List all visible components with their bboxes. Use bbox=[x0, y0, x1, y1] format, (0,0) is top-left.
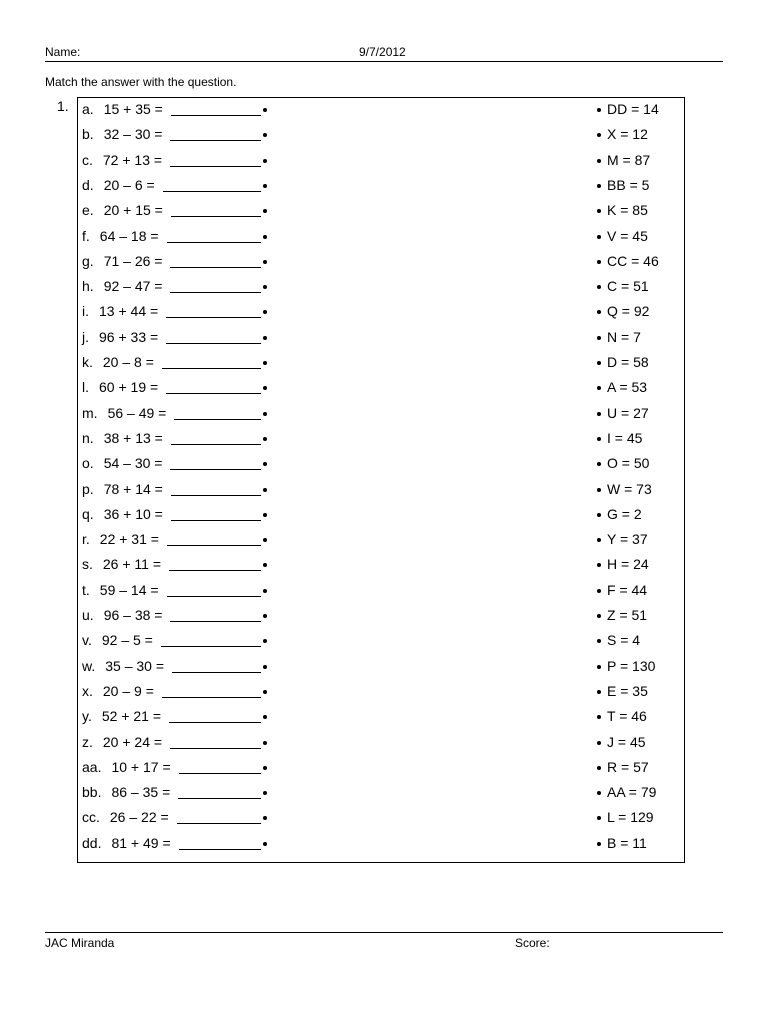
question bbox=[82, 202, 163, 218]
answer-match-dot[interactable] bbox=[597, 159, 601, 163]
answer-blank[interactable] bbox=[171, 216, 261, 217]
question bbox=[82, 784, 170, 800]
answer-match-dot[interactable] bbox=[597, 235, 601, 239]
answer-option: Q = 92 bbox=[607, 303, 650, 320]
match-row bbox=[78, 98, 684, 123]
question bbox=[82, 101, 163, 117]
answer-blank[interactable] bbox=[167, 242, 261, 243]
question-expression: 72 + 13 = bbox=[102, 151, 163, 168]
question-match-dot[interactable] bbox=[263, 184, 267, 188]
answer-blank[interactable] bbox=[167, 596, 261, 597]
answer-option: CC = 46 bbox=[607, 252, 659, 269]
question-expression: 60 + 19 = bbox=[99, 379, 159, 396]
question bbox=[82, 607, 162, 623]
question-match-dot[interactable] bbox=[263, 462, 267, 466]
question-letter: dd. bbox=[82, 834, 102, 851]
question-expression: 52 + 21 = bbox=[101, 708, 162, 725]
question bbox=[82, 708, 161, 724]
question-match-dot[interactable] bbox=[263, 589, 267, 593]
question bbox=[82, 759, 171, 775]
question-expression: 15 + 35 = bbox=[103, 101, 163, 117]
question bbox=[82, 278, 162, 294]
question-match-dot[interactable] bbox=[263, 563, 267, 567]
question bbox=[82, 506, 163, 522]
answer-blank[interactable] bbox=[177, 823, 261, 824]
answer-blank[interactable] bbox=[172, 672, 261, 673]
question-letter: e. bbox=[82, 202, 94, 219]
match-row bbox=[78, 300, 684, 325]
question-expression: 20 + 15 = bbox=[103, 202, 163, 219]
matching-box bbox=[77, 97, 685, 863]
match-row bbox=[78, 376, 684, 401]
question bbox=[82, 632, 153, 648]
answer-option: A = 53 bbox=[607, 379, 648, 396]
question-letter: l. bbox=[82, 379, 89, 396]
question-match-dot[interactable] bbox=[263, 842, 267, 846]
question bbox=[82, 582, 159, 598]
question-letter: n. bbox=[82, 429, 94, 446]
answer-blank[interactable] bbox=[174, 419, 261, 420]
answer-option: F = 44 bbox=[607, 581, 648, 598]
question bbox=[82, 253, 162, 269]
answer-option: X = 12 bbox=[607, 126, 648, 143]
question bbox=[82, 658, 164, 674]
match-row bbox=[78, 604, 684, 629]
answer-option: U = 27 bbox=[607, 404, 649, 421]
answer-match-dot[interactable] bbox=[597, 690, 601, 694]
match-row bbox=[78, 199, 684, 224]
match-row bbox=[78, 351, 684, 376]
question-match-dot[interactable] bbox=[263, 235, 267, 239]
match-row bbox=[78, 123, 684, 148]
answer-blank[interactable] bbox=[171, 520, 261, 521]
answer-option: DD = 14 bbox=[607, 101, 659, 117]
question-expression: 20 – 6 = bbox=[103, 176, 155, 193]
question bbox=[82, 455, 162, 471]
question-match-dot[interactable] bbox=[263, 690, 267, 694]
question-match-dot[interactable] bbox=[263, 488, 267, 492]
question-match-dot[interactable] bbox=[263, 386, 267, 390]
answer-match-dot[interactable] bbox=[597, 285, 601, 289]
footer-row bbox=[45, 932, 723, 950]
question-match-dot[interactable] bbox=[263, 133, 267, 137]
question bbox=[82, 228, 159, 244]
answer-match-dot[interactable] bbox=[597, 184, 601, 188]
answer-blank[interactable] bbox=[170, 469, 261, 470]
match-row bbox=[78, 832, 684, 857]
match-row bbox=[78, 655, 684, 680]
answer-blank[interactable] bbox=[170, 748, 261, 749]
question-match-dot[interactable] bbox=[263, 665, 267, 669]
question-letter: bb. bbox=[82, 784, 102, 801]
question bbox=[82, 809, 169, 825]
match-row bbox=[78, 705, 684, 730]
question-letter: c. bbox=[82, 151, 93, 168]
question-expression: 20 – 9 = bbox=[102, 682, 154, 699]
answer-blank[interactable] bbox=[162, 368, 261, 369]
answer-match-dot[interactable] bbox=[597, 563, 601, 567]
match-row bbox=[78, 275, 684, 300]
answer-option: W = 73 bbox=[607, 480, 652, 497]
question-letter: o. bbox=[82, 455, 94, 472]
question-match-dot[interactable] bbox=[263, 209, 267, 213]
answer-match-dot[interactable] bbox=[597, 437, 601, 441]
question-expression: 96 + 33 = bbox=[99, 328, 159, 345]
answer-option: BB = 5 bbox=[607, 176, 650, 193]
match-row bbox=[78, 731, 684, 756]
question-letter: s. bbox=[82, 556, 93, 573]
answer-option: H = 24 bbox=[607, 556, 649, 573]
question-match-dot[interactable] bbox=[263, 336, 267, 340]
question-letter: aa. bbox=[82, 758, 102, 775]
question-expression: 32 – 30 = bbox=[103, 126, 163, 143]
question-letter: w. bbox=[82, 657, 96, 674]
match-row bbox=[78, 528, 684, 553]
question-match-dot[interactable] bbox=[263, 108, 267, 112]
question-letter: q. bbox=[82, 505, 94, 522]
question-match-dot[interactable] bbox=[263, 741, 267, 745]
answer-match-dot[interactable] bbox=[597, 589, 601, 593]
question bbox=[82, 835, 171, 851]
answer-option: L = 129 bbox=[607, 809, 654, 826]
answer-blank[interactable] bbox=[163, 191, 261, 192]
answer-blank[interactable] bbox=[170, 621, 261, 622]
match-row bbox=[78, 174, 684, 199]
answer-option: Z = 51 bbox=[607, 607, 648, 623]
question-letter: g. bbox=[82, 252, 94, 269]
problem-number: 1. bbox=[57, 98, 69, 114]
question-letter: x. bbox=[82, 682, 93, 699]
match-row bbox=[78, 225, 684, 250]
answer-option: C = 51 bbox=[607, 278, 649, 295]
question bbox=[82, 556, 161, 572]
question-expression: 96 – 38 = bbox=[103, 607, 163, 623]
question-match-dot[interactable] bbox=[263, 538, 267, 542]
answer-option: AA = 79 bbox=[607, 784, 657, 801]
answer-blank[interactable] bbox=[179, 849, 261, 850]
answer-match-dot[interactable] bbox=[597, 791, 601, 795]
question-expression: 20 + 24 = bbox=[102, 733, 163, 750]
question-expression: 92 – 5 = bbox=[101, 632, 153, 649]
question bbox=[82, 405, 166, 421]
answer-blank[interactable] bbox=[178, 798, 261, 799]
answer-match-dot[interactable] bbox=[597, 766, 601, 770]
match-row bbox=[78, 629, 684, 654]
match-row bbox=[78, 452, 684, 477]
answer-blank[interactable] bbox=[170, 267, 261, 268]
answer-match-dot[interactable] bbox=[597, 715, 601, 719]
question bbox=[82, 177, 155, 193]
question-expression: 54 – 30 = bbox=[103, 455, 163, 472]
answer-blank[interactable] bbox=[166, 343, 261, 344]
author-name: JAC Miranda bbox=[45, 936, 115, 950]
answer-blank[interactable] bbox=[166, 317, 261, 318]
question-letter: m. bbox=[82, 404, 98, 421]
question-expression: 10 + 17 = bbox=[111, 758, 171, 775]
question-letter: z. bbox=[82, 733, 93, 750]
question-expression: 26 + 11 = bbox=[102, 556, 162, 573]
question-match-dot[interactable] bbox=[263, 816, 267, 820]
instructions: Match the answer with the question. bbox=[45, 75, 237, 89]
answer-match-dot[interactable] bbox=[597, 741, 601, 745]
question-expression: 78 + 14 = bbox=[103, 480, 163, 497]
answer-option: N = 7 bbox=[607, 328, 641, 345]
question bbox=[82, 126, 162, 142]
question-expression: 13 + 44 = bbox=[99, 303, 159, 320]
question-letter: k. bbox=[82, 354, 93, 370]
answer-blank[interactable] bbox=[170, 166, 261, 167]
answer-option: K = 85 bbox=[607, 202, 648, 219]
match-row bbox=[78, 478, 684, 503]
answer-match-dot[interactable] bbox=[597, 209, 601, 213]
question-match-dot[interactable] bbox=[263, 260, 267, 264]
answer-option: J = 45 bbox=[607, 733, 646, 750]
answer-match-dot[interactable] bbox=[597, 108, 601, 112]
question-expression: 59 – 14 = bbox=[99, 581, 159, 598]
question-expression: 38 + 13 = bbox=[103, 429, 163, 446]
header-row bbox=[45, 44, 723, 62]
answer-option: R = 57 bbox=[607, 758, 649, 775]
match-row bbox=[78, 553, 684, 578]
answer-match-dot[interactable] bbox=[597, 336, 601, 340]
question-letter: v. bbox=[82, 632, 92, 649]
question-letter: f. bbox=[82, 227, 90, 244]
answer-blank[interactable] bbox=[169, 722, 261, 723]
answer-option: M = 87 bbox=[607, 151, 651, 168]
answer-match-dot[interactable] bbox=[597, 386, 601, 390]
question-expression: 36 + 10 = bbox=[103, 505, 163, 522]
answer-match-dot[interactable] bbox=[597, 488, 601, 492]
question-match-dot[interactable] bbox=[263, 766, 267, 770]
answer-match-dot[interactable] bbox=[597, 412, 601, 416]
question-expression: 26 – 22 = bbox=[109, 809, 169, 826]
question bbox=[82, 531, 159, 547]
match-row bbox=[78, 402, 684, 427]
answer-blank[interactable] bbox=[171, 495, 261, 496]
answer-blank[interactable] bbox=[171, 444, 261, 445]
question-match-dot[interactable] bbox=[263, 437, 267, 441]
answer-match-dot[interactable] bbox=[597, 310, 601, 314]
question-match-dot[interactable] bbox=[263, 715, 267, 719]
question-expression: 35 – 30 = bbox=[105, 657, 165, 674]
question bbox=[82, 430, 163, 446]
match-row bbox=[78, 781, 684, 806]
match-row bbox=[78, 326, 684, 351]
answer-blank[interactable] bbox=[169, 570, 261, 571]
answer-option: P = 130 bbox=[607, 657, 656, 674]
match-row bbox=[78, 579, 684, 604]
question bbox=[82, 152, 162, 168]
answer-blank[interactable] bbox=[166, 393, 261, 394]
question-expression: 71 – 26 = bbox=[103, 252, 163, 269]
question-match-dot[interactable] bbox=[263, 310, 267, 314]
answer-option: Y = 37 bbox=[607, 531, 648, 548]
answer-blank[interactable] bbox=[170, 292, 261, 293]
answer-match-dot[interactable] bbox=[597, 842, 601, 846]
answer-option: B = 11 bbox=[607, 834, 647, 851]
answer-match-dot[interactable] bbox=[597, 133, 601, 137]
question-letter: a. bbox=[82, 101, 94, 117]
question bbox=[82, 481, 163, 497]
answer-blank[interactable] bbox=[161, 646, 261, 647]
question-letter: y. bbox=[82, 708, 92, 725]
question-match-dot[interactable] bbox=[263, 791, 267, 795]
answer-option: G = 2 bbox=[607, 505, 642, 522]
date-text: 9/7/2012 bbox=[359, 45, 406, 59]
answer-match-dot[interactable] bbox=[597, 816, 601, 820]
question-letter: t. bbox=[82, 581, 90, 598]
question-letter: u. bbox=[82, 607, 94, 623]
match-row bbox=[78, 503, 684, 528]
question-letter: j. bbox=[82, 328, 89, 345]
answer-option: D = 58 bbox=[607, 354, 649, 370]
question-expression: 64 – 18 = bbox=[99, 227, 159, 244]
match-row bbox=[78, 806, 684, 831]
question-letter: b. bbox=[82, 126, 94, 143]
score-label: Score: bbox=[515, 936, 550, 950]
question-expression: 81 + 49 = bbox=[111, 834, 171, 851]
answer-option: V = 45 bbox=[607, 227, 648, 244]
match-row bbox=[78, 427, 684, 452]
question-match-dot[interactable] bbox=[263, 639, 267, 643]
match-row bbox=[78, 680, 684, 705]
question bbox=[82, 734, 162, 750]
answer-option: T = 46 bbox=[607, 708, 647, 725]
answer-blank[interactable] bbox=[162, 697, 261, 698]
answer-blank[interactable] bbox=[167, 545, 261, 546]
answer-match-dot[interactable] bbox=[597, 639, 601, 643]
answer-option: I = 45 bbox=[607, 429, 643, 446]
question bbox=[82, 303, 158, 319]
match-row bbox=[78, 756, 684, 781]
answer-match-dot[interactable] bbox=[597, 260, 601, 264]
match-row bbox=[78, 149, 684, 174]
answer-match-dot[interactable] bbox=[597, 513, 601, 517]
answer-match-dot[interactable] bbox=[597, 614, 601, 618]
answer-option: O = 50 bbox=[607, 455, 650, 472]
question-match-dot[interactable] bbox=[263, 614, 267, 618]
match-row bbox=[78, 250, 684, 275]
question-letter: d. bbox=[82, 176, 94, 193]
question-match-dot[interactable] bbox=[263, 285, 267, 289]
question-letter: cc. bbox=[82, 809, 100, 826]
question-expression: 86 – 35 = bbox=[111, 784, 171, 801]
answer-match-dot[interactable] bbox=[597, 665, 601, 669]
question-letter: r. bbox=[82, 531, 90, 548]
question bbox=[82, 329, 158, 345]
question-letter: p. bbox=[82, 480, 94, 497]
answer-match-dot[interactable] bbox=[597, 462, 601, 466]
question-match-dot[interactable] bbox=[263, 361, 267, 365]
question-match-dot[interactable] bbox=[263, 159, 267, 163]
answer-match-dot[interactable] bbox=[597, 361, 601, 365]
answer-match-dot[interactable] bbox=[597, 538, 601, 542]
question-match-dot[interactable] bbox=[263, 412, 267, 416]
question bbox=[82, 683, 154, 699]
answer-blank[interactable] bbox=[179, 773, 261, 774]
question-expression: 56 – 49 = bbox=[107, 404, 167, 421]
question-expression: 92 – 47 = bbox=[103, 278, 163, 295]
question-expression: 22 + 31 = bbox=[99, 531, 159, 548]
question-expression: 20 – 8 = bbox=[102, 354, 154, 370]
answer-blank[interactable] bbox=[170, 140, 261, 141]
question bbox=[82, 354, 154, 370]
answer-option: S = 4 bbox=[607, 632, 641, 649]
question bbox=[82, 379, 158, 395]
question-match-dot[interactable] bbox=[263, 513, 267, 517]
answer-blank[interactable] bbox=[171, 115, 261, 116]
answer-option: E = 35 bbox=[607, 682, 648, 699]
name-label: Name: bbox=[45, 45, 81, 59]
question-letter: h. bbox=[82, 278, 94, 295]
question-letter: i. bbox=[82, 303, 89, 320]
